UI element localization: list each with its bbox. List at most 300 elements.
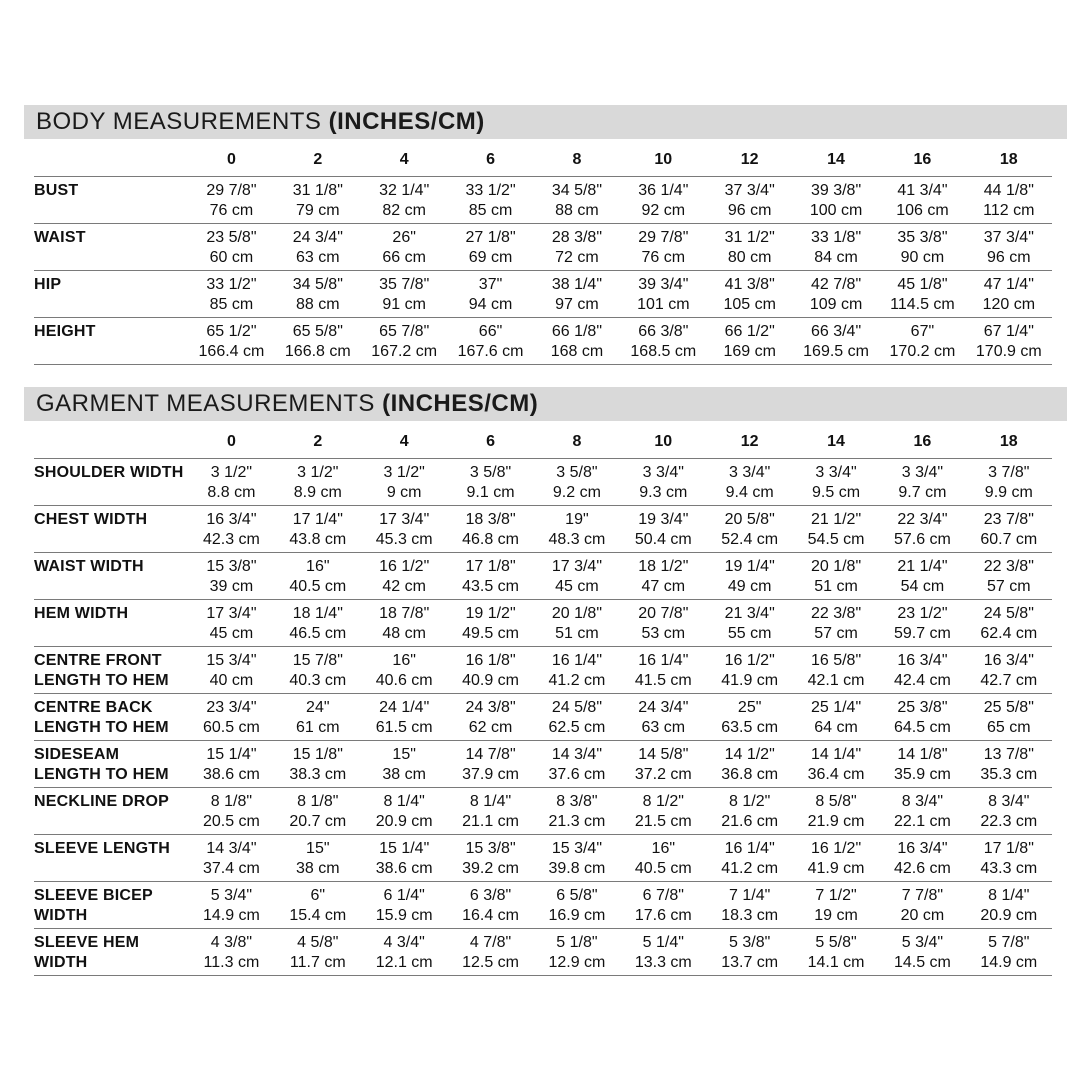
measurement-cell: [361, 271, 447, 318]
inches-value: 16": [651, 840, 676, 857]
measurement-cell: [706, 224, 792, 271]
measurement-cell: [447, 929, 533, 976]
inches-value: 8 1/8": [297, 793, 339, 810]
table-row: [34, 882, 1052, 929]
measurement-cell: [447, 553, 533, 600]
measurement-cell: [534, 600, 620, 647]
measurement-cell: [879, 788, 965, 835]
measurement-cell: [275, 694, 361, 741]
size-header-6: 6: [447, 425, 533, 459]
cm-value: 14.5 cm: [893, 954, 951, 971]
measurement-cell: [275, 177, 361, 224]
cm-value: 38 cm: [296, 860, 340, 877]
size-header-12: 12: [706, 425, 792, 459]
cm-value: 170.2 cm: [889, 343, 956, 360]
cm-value: 167.6 cm: [457, 343, 524, 360]
inches-value: 15 3/8": [465, 840, 516, 857]
row-label-line: WIDTH: [34, 954, 88, 971]
garment-title-main: GARMENT MEASUREMENTS: [36, 390, 383, 417]
measurement-cell: [447, 459, 533, 506]
inches-value: 15": [306, 840, 330, 857]
measurement-cell: [275, 741, 361, 788]
inches-value: 19 1/4": [724, 558, 775, 575]
cm-value: 9.9 cm: [984, 484, 1033, 501]
inches-value: 65 5/8": [292, 323, 343, 340]
measurement-cell: [966, 835, 1052, 882]
inches-value: 6": [310, 887, 326, 904]
inches-value: 24 3/8": [465, 699, 516, 716]
inches-value: 16 1/2": [724, 652, 775, 669]
row-label-line: HEM WIDTH: [34, 605, 129, 622]
cm-value: 72 cm: [555, 249, 599, 266]
inches-value: 21 1/4": [897, 558, 948, 575]
inches-value: 5 5/8": [815, 934, 857, 951]
cm-value: 13.3 cm: [634, 954, 692, 971]
table-row: [34, 318, 1052, 365]
inches-value: 15": [392, 746, 416, 763]
measurement-cell: [361, 600, 447, 647]
inches-value: 20 1/8": [551, 605, 602, 622]
inches-value: 23 5/8": [206, 229, 257, 246]
cm-value: 9.1 cm: [466, 484, 515, 501]
cm-value: 11.3 cm: [203, 954, 260, 971]
measurement-cell: [447, 600, 533, 647]
measurement-cell: [879, 835, 965, 882]
body-measurements-title: [24, 105, 1067, 139]
cm-value: 40.3 cm: [289, 672, 347, 689]
measurement-cell: [706, 271, 792, 318]
cm-value: 41.2 cm: [548, 672, 606, 689]
measurement-cell: [620, 553, 706, 600]
inches-value: 31 1/2": [724, 229, 775, 246]
measurement-cell: [275, 882, 361, 929]
inches-value: 4 3/4": [383, 934, 425, 951]
inches-value: 35 7/8": [379, 276, 430, 293]
measurement-cell: [361, 929, 447, 976]
inches-value: 8 1/8": [210, 793, 253, 810]
inches-value: 65 1/2": [206, 323, 257, 340]
cm-value: 9.3 cm: [639, 484, 688, 501]
measurement-cell: [706, 647, 792, 694]
row-label: [34, 741, 188, 788]
inches-value: 34 5/8": [292, 276, 343, 293]
inches-value: 23 3/4": [206, 699, 257, 716]
cm-value: 39.8 cm: [548, 860, 606, 877]
measurement-cell: [879, 177, 965, 224]
measurement-cell: [188, 600, 274, 647]
inches-value: 23 1/2": [897, 605, 948, 622]
size-header-8: 8: [534, 143, 620, 177]
row-label-line: WIDTH: [34, 907, 88, 924]
measurement-cell: [879, 647, 965, 694]
cm-value: 14.9 cm: [980, 954, 1038, 971]
inches-value: 24 3/4": [292, 229, 343, 246]
cm-value: 12.5 cm: [462, 954, 519, 971]
inches-value: 16 3/4": [897, 840, 948, 857]
cm-value: 41.9 cm: [807, 860, 865, 877]
cm-value: 20.9 cm: [375, 813, 433, 830]
size-header-16: 16: [879, 425, 965, 459]
inches-value: 25 5/8": [983, 699, 1034, 716]
cm-value: 51 cm: [814, 578, 858, 595]
cm-value: 14.9 cm: [202, 907, 260, 924]
measurement-cell: [706, 318, 792, 365]
inches-value: 5 7/8": [988, 934, 1030, 951]
measurement-cell: [361, 224, 447, 271]
inches-value: 20 7/8": [638, 605, 689, 622]
row-label: HEIGHT: [34, 318, 188, 365]
cm-value: 43.8 cm: [289, 531, 347, 548]
cm-value: 105 cm: [723, 296, 776, 313]
inches-value: 8 1/2": [729, 793, 771, 810]
cm-value: 42.4 cm: [893, 672, 951, 689]
inches-value: 21 3/4": [724, 605, 775, 622]
cm-value: 38.3 cm: [289, 766, 347, 783]
cm-value: 88 cm: [555, 202, 599, 219]
inches-value: 8 3/4": [988, 793, 1030, 810]
cm-value: 62.4 cm: [980, 625, 1038, 642]
cm-value: 76 cm: [641, 249, 686, 266]
row-label-line: LENGTH TO HEM: [34, 766, 169, 783]
measurement-cell: [188, 788, 274, 835]
measurement-cell: [620, 647, 706, 694]
cm-value: 11.7 cm: [289, 954, 346, 971]
measurement-cell: [793, 177, 879, 224]
measurement-cell: [447, 177, 533, 224]
inches-value: 39 3/4": [638, 276, 689, 293]
cm-value: 16.4 cm: [462, 907, 519, 924]
inches-value: 3 3/4": [901, 464, 944, 481]
measurement-cell: [275, 835, 361, 882]
measurement-cell: [188, 694, 274, 741]
cm-value: 106 cm: [896, 202, 949, 219]
measurement-cell: [966, 600, 1052, 647]
cm-value: 85 cm: [209, 296, 254, 313]
inches-value: 3 5/8": [469, 464, 512, 481]
inches-value: 19 3/4": [638, 511, 689, 528]
garment-measurements-section: [24, 387, 1067, 971]
cm-value: 76 cm: [209, 202, 254, 219]
inches-value: 16 1/4": [551, 652, 602, 669]
inches-value: 8 3/8": [556, 793, 598, 810]
cm-value: 20.7 cm: [289, 813, 347, 830]
row-label: [34, 882, 188, 929]
measurement-cell: [534, 459, 620, 506]
cm-value: 114.5 cm: [890, 296, 955, 313]
size-header-18: 18: [966, 143, 1052, 177]
inches-value: 33 1/2": [465, 182, 516, 199]
measurement-cell: [447, 318, 533, 365]
inches-value: 3 7/8": [988, 464, 1030, 481]
cm-value: 57.6 cm: [893, 531, 951, 548]
inches-value: 18 3/8": [465, 511, 516, 528]
row-label: [34, 788, 188, 835]
inches-value: 29 7/8": [206, 182, 257, 199]
measurement-cell: [361, 694, 447, 741]
inches-value: 3 1/2": [210, 464, 253, 481]
cm-value: 21.6 cm: [721, 813, 779, 830]
inches-value: 4 5/8": [297, 934, 339, 951]
measurement-cell: [534, 788, 620, 835]
inches-value: 7 1/4": [729, 887, 771, 904]
row-label-line: LENGTH TO HEM: [34, 672, 169, 689]
inches-value: 20 1/8": [810, 558, 862, 575]
inches-value: 36 1/4": [638, 182, 689, 199]
inches-value: 22 3/8": [983, 558, 1034, 575]
inches-value: 16 1/4": [638, 652, 689, 669]
row-label: HIP: [34, 271, 188, 318]
inches-value: 66 3/4": [810, 323, 862, 340]
garment-title-unit: (INCHES/CM): [382, 390, 539, 417]
cm-value: 54 cm: [900, 578, 945, 595]
cm-value: 8.9 cm: [293, 484, 342, 501]
cm-value: 96 cm: [727, 202, 772, 219]
cm-value: 112 cm: [983, 202, 1035, 219]
inches-value: 5 3/4": [210, 887, 253, 904]
inches-value: 14 5/8": [638, 746, 689, 763]
cm-value: 19 cm: [814, 907, 858, 924]
body-measurements-table: [34, 143, 1052, 365]
cm-value: 21.5 cm: [634, 813, 692, 830]
cm-value: 90 cm: [900, 249, 945, 266]
table-row: [34, 177, 1052, 224]
inches-value: 25 1/4": [810, 699, 862, 716]
inches-value: 19 1/2": [465, 605, 516, 622]
measurement-cell: [188, 553, 274, 600]
cm-value: 39 cm: [209, 578, 254, 595]
cm-value: 169 cm: [723, 343, 776, 360]
measurement-cell: [620, 271, 706, 318]
measurement-cell: [620, 835, 706, 882]
cm-value: 9.7 cm: [898, 484, 947, 501]
inches-value: 34 5/8": [551, 182, 602, 199]
cm-value: 8.8 cm: [207, 484, 256, 501]
inches-value: 35 3/8": [897, 229, 948, 246]
inches-value: 33 1/8": [810, 229, 862, 246]
row-label: [34, 647, 188, 694]
size-header-12: 12: [706, 143, 792, 177]
measurement-cell: [879, 600, 965, 647]
inches-value: 3 3/4": [729, 464, 771, 481]
cm-value: 96 cm: [987, 249, 1031, 266]
cm-value: 41.5 cm: [634, 672, 692, 689]
measurement-cell: [966, 929, 1052, 976]
cm-value: 62 cm: [468, 719, 513, 736]
size-header-6: 6: [447, 143, 533, 177]
cm-value: 15.9 cm: [375, 907, 433, 924]
inches-value: 17 1/4": [292, 511, 343, 528]
inches-value: 65 7/8": [379, 323, 430, 340]
measurement-cell: [966, 741, 1052, 788]
measurement-cell: [361, 788, 447, 835]
row-label-line: LENGTH TO HEM: [34, 719, 169, 736]
cm-value: 168.5 cm: [630, 343, 697, 360]
size-header-8: 8: [534, 425, 620, 459]
measurement-cell: [879, 929, 965, 976]
cm-value: 63 cm: [296, 249, 340, 266]
inches-value: 32 1/4": [379, 182, 430, 199]
cm-value: 21.3 cm: [548, 813, 606, 830]
cm-value: 39.2 cm: [462, 860, 519, 877]
size-header-0: 0: [188, 425, 274, 459]
cm-value: 9.4 cm: [725, 484, 774, 501]
measurement-cell: [188, 177, 274, 224]
table-row: [34, 647, 1052, 694]
cm-value: 84 cm: [814, 249, 858, 266]
measurement-cell: [793, 741, 879, 788]
cm-value: 21.1 cm: [462, 813, 519, 830]
measurement-cell: [275, 647, 361, 694]
measurement-cell: [879, 741, 965, 788]
cm-value: 22.3 cm: [980, 813, 1038, 830]
inches-value: 66 1/8": [551, 323, 602, 340]
measurement-cell: [275, 459, 361, 506]
measurement-cell: [275, 929, 361, 976]
inches-value: 24 5/8": [983, 605, 1034, 622]
measurement-cell: [793, 835, 879, 882]
row-label-line: SLEEVE HEM: [34, 934, 140, 951]
measurement-cell: [620, 177, 706, 224]
measurement-cell: [620, 694, 706, 741]
inches-value: 24 1/4": [379, 699, 430, 716]
inches-value: 17 1/8": [983, 840, 1034, 857]
inches-value: 16 1/2": [810, 840, 862, 857]
cm-value: 20.9 cm: [980, 907, 1038, 924]
measurement-cell: [534, 835, 620, 882]
inches-value: 14 1/2": [724, 746, 775, 763]
measurement-cell: [447, 506, 533, 553]
inches-value: 5 3/8": [729, 934, 771, 951]
cm-value: 61.5 cm: [375, 719, 433, 736]
cm-value: 35.3 cm: [980, 766, 1038, 783]
row-label-line: SHOULDER WIDTH: [34, 464, 184, 481]
inches-value: 3 3/4": [642, 464, 684, 481]
measurement-cell: [706, 741, 792, 788]
measurement-cell: [879, 506, 965, 553]
inches-value: 44 1/8": [983, 182, 1034, 199]
inches-value: 66": [478, 323, 503, 340]
cm-value: 120 cm: [982, 296, 1036, 313]
measurement-cell: [620, 459, 706, 506]
inches-value: 37 3/4": [724, 182, 775, 199]
table-row: [34, 929, 1052, 976]
measurement-cell: [275, 224, 361, 271]
inches-value: 18 1/4": [292, 605, 343, 622]
cm-value: 69 cm: [468, 249, 513, 266]
measurement-cell: [534, 694, 620, 741]
inches-value: 3 1/2": [297, 464, 339, 481]
inches-value: 42 7/8": [810, 276, 862, 293]
inches-value: 16 1/4": [724, 840, 775, 857]
cm-value: 60 cm: [209, 249, 254, 266]
measurement-cell: [879, 271, 965, 318]
body-measurements-section: [24, 105, 1067, 360]
cm-value: 43.3 cm: [980, 860, 1038, 877]
cm-value: 42 cm: [382, 578, 426, 595]
measurement-cell: [188, 882, 274, 929]
cm-value: 20 cm: [900, 907, 945, 924]
measurement-cell: [620, 224, 706, 271]
row-label: BUST: [34, 177, 188, 224]
table-row: [34, 788, 1052, 835]
inches-value: 16 1/8": [465, 652, 516, 669]
measurement-cell: [534, 647, 620, 694]
inches-value: 67 1/4": [983, 323, 1034, 340]
cm-value: 57 cm: [987, 578, 1031, 595]
measurement-cell: [793, 600, 879, 647]
measurement-cell: [620, 741, 706, 788]
row-label-line: CHEST WIDTH: [34, 511, 148, 528]
measurement-cell: [706, 788, 792, 835]
inches-value: 15 3/4": [551, 840, 602, 857]
cm-value: 168 cm: [550, 343, 604, 360]
inches-value: 18 7/8": [379, 605, 430, 622]
measurement-cell: [966, 224, 1052, 271]
cm-value: 14.1 cm: [807, 954, 865, 971]
cm-value: 65 cm: [987, 719, 1031, 736]
measurement-cell: [361, 882, 447, 929]
row-label-line: CENTRE BACK: [34, 699, 153, 716]
measurement-cell: [966, 177, 1052, 224]
measurement-cell: [879, 882, 965, 929]
inches-value: 22 3/4": [897, 511, 948, 528]
measurement-cell: [361, 741, 447, 788]
inches-value: 5 3/4": [901, 934, 944, 951]
inches-value: 15 1/8": [292, 746, 343, 763]
inches-value: 22 3/8": [810, 605, 862, 622]
measurement-cell: [534, 741, 620, 788]
measurement-cell: [706, 600, 792, 647]
inches-value: 15 7/8": [292, 652, 343, 669]
inches-value: 37 3/4": [983, 229, 1034, 246]
measurement-cell: [188, 506, 274, 553]
measurement-cell: [966, 318, 1052, 365]
inches-value: 67": [910, 323, 935, 340]
inches-value: 15 3/4": [206, 652, 257, 669]
cm-value: 64.5 cm: [893, 719, 951, 736]
cm-value: 63 cm: [641, 719, 686, 736]
measurement-cell: [706, 459, 792, 506]
measurement-cell: [534, 553, 620, 600]
inches-value: 6 3/8": [469, 887, 512, 904]
cm-value: 21.9 cm: [807, 813, 865, 830]
cm-value: 45.3 cm: [375, 531, 433, 548]
cm-value: 42.7 cm: [980, 672, 1038, 689]
inches-value: 25 3/8": [897, 699, 948, 716]
measurement-cell: [361, 318, 447, 365]
cm-value: 47 cm: [641, 578, 686, 595]
cm-value: 38 cm: [382, 766, 426, 783]
cm-value: 52.4 cm: [721, 531, 779, 548]
measurement-cell: [620, 882, 706, 929]
table-row: [34, 600, 1052, 647]
header-blank-cell: [34, 143, 188, 177]
size-header-row: [34, 425, 1052, 459]
inches-value: 39 3/8": [810, 182, 862, 199]
inches-value: 26": [392, 229, 416, 246]
measurement-cell: [793, 271, 879, 318]
inches-value: 38 1/4": [551, 276, 602, 293]
measurement-cell: [879, 459, 965, 506]
size-header-18: 18: [966, 425, 1052, 459]
inches-value: 14 7/8": [465, 746, 516, 763]
measurement-cell: [361, 553, 447, 600]
inches-value: 16": [306, 558, 330, 575]
measurement-cell: [966, 271, 1052, 318]
cm-value: 37.9 cm: [462, 766, 519, 783]
cm-value: 101 cm: [637, 296, 690, 313]
measurement-cell: [620, 929, 706, 976]
